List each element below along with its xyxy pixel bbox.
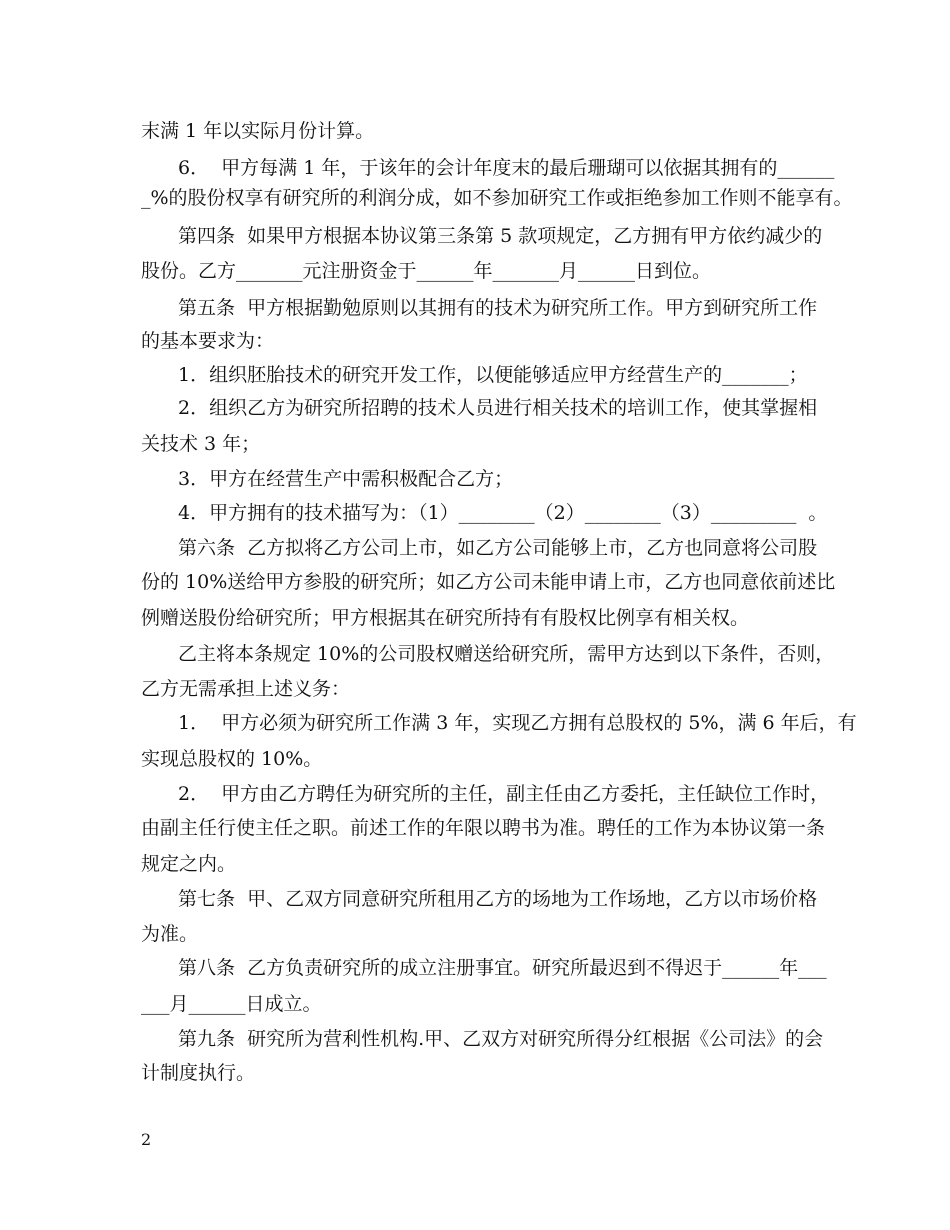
text-line: 实现总股权的 10%。 [141, 748, 323, 770]
text-line: 末满 1 年以实际月份计算。 [141, 120, 375, 142]
text-line: 3．甲方在经营生产中需积极配合乙方； [178, 468, 514, 490]
text-line: 由副主任行使主任之职。前述工作的年限以聘书为准。聘任的工作为本协议第一条 [141, 817, 826, 839]
text-line: 计制度执行。 [141, 1062, 256, 1084]
text-line: 乙主将本条规定 10%的公司股权赠送给研究所，需甲方达到以下条件，否则， [178, 643, 835, 665]
text-line: 的基本要求为： [141, 330, 275, 352]
text-line: 第八条 乙方负责研究所的成立注册事宜。研究所最迟到不得迟于______年___ [178, 957, 827, 979]
text-line: 1． 甲方必须为研究所工作满 3 年，实现乙方拥有总股权的 5%，满 6 年后，有 [178, 712, 857, 734]
text-line: 1．组织胚胎技术的研究开发工作，以便能够适应甲方经营生产的_______； [178, 364, 808, 386]
text-line: 第六条 乙方拟将乙方公司上市，如乙方公司能够上市，乙方也同意将公司股 [178, 537, 818, 559]
text-line: 为准。 [141, 923, 199, 945]
text-line: 第七条 甲、乙双方同意研究所租用乙方的场地为工作场地，乙方以市场价格 [178, 888, 818, 910]
text-line: 2．组织乙方为研究所招聘的技术人员进行相关技术的培训工作，使其掌握相 [178, 397, 818, 419]
text-line: 关技术 3 年； [141, 433, 261, 455]
text-line: 6． 甲方每满 1 年，于该年的会计年度末的最后珊瑚可以依据其拥有的______ [178, 157, 835, 179]
text-line: 第九条 研究所为营利性机构.甲、乙双方对研究所得分红根据《公司法》的会 [178, 1028, 824, 1050]
text-line: 份的 10%送给甲方参股的研究所；如乙方公司未能申请上市，乙方也同意依前述比 [141, 571, 836, 593]
text-line: 2． 甲方由乙方聘任为研究所的主任，副主任由乙方委托，主任缺位工作时， [178, 783, 830, 805]
text-line: ___月______日成立。 [141, 993, 322, 1015]
text-line: _%的股份权享有研究所的利润分成，如不参加研究工作或拒绝参加工作则不能享有。 [141, 187, 853, 209]
text-line: 第四条 如果甲方根据本协议第三条第 5 款项规定，乙方拥有甲方依约减少的 [178, 225, 823, 247]
text-line: 第五条 甲方根据勤勉原则以其拥有的技术为研究所工作。甲方到研究所工作 [178, 297, 818, 319]
text-line: 规定之内。 [141, 853, 237, 875]
text-line: 例赠送股份给研究所；甲方根据其在研究所持有有股权比例享有相关权。 [141, 607, 750, 629]
text-line: 4．甲方拥有的技术描写为：（1）________（2）________（3）_________ 。 [178, 502, 828, 524]
text-line: 乙方无需承担上述义务： [141, 678, 351, 700]
text-line: 股份。乙方_______元注册资金于______年_______月______日到位。 [141, 260, 712, 282]
page-number: 2 [141, 1130, 152, 1149]
